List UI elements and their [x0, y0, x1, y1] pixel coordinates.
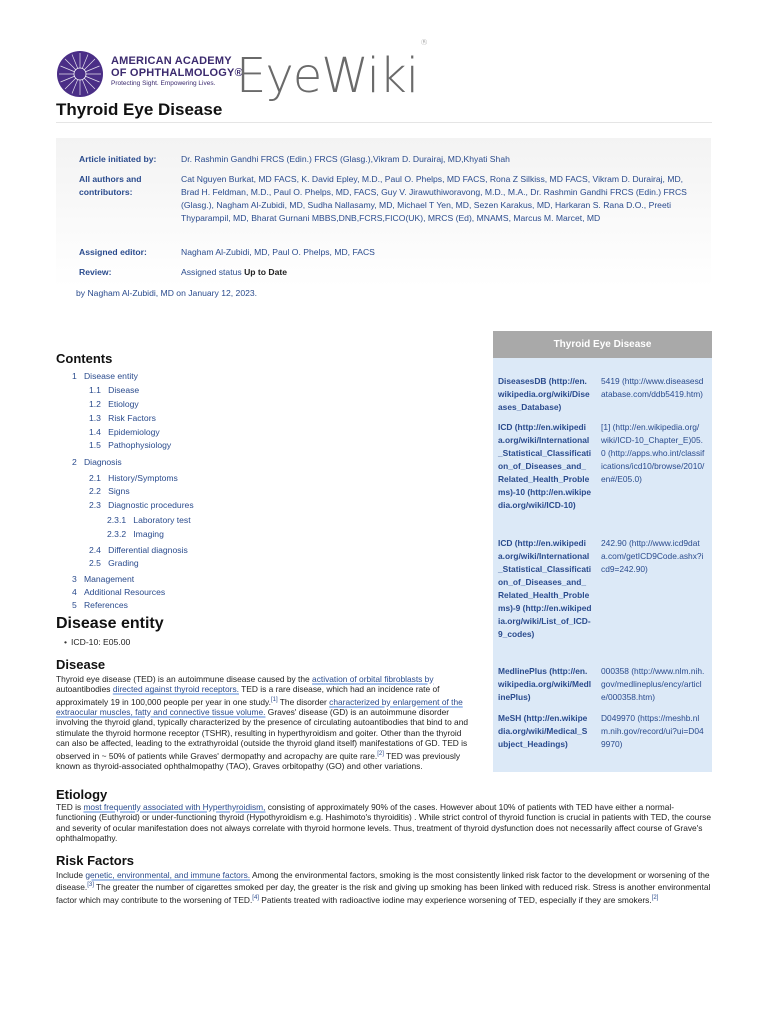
toc-label: Signs	[108, 486, 130, 496]
infobox-key[interactable]: DiseasesDB (http://en.wikipedia.org/wiki/Diseases_Database)	[498, 376, 590, 412]
toc-item[interactable]	[107, 529, 164, 539]
review-label: Review:	[79, 267, 112, 277]
toc-label: Management	[83, 574, 135, 584]
toc-num: 1.5	[89, 440, 101, 450]
highlight: most frequently associated with Hyperthyroidism,	[83, 802, 266, 812]
toc-label: Grading	[108, 558, 139, 568]
infobox-title: Thyroid Eye Disease	[493, 331, 712, 358]
toc-label: Imaging	[133, 529, 164, 539]
toc-label: Diagnostic procedures	[108, 500, 194, 510]
toc-item[interactable]	[72, 574, 134, 584]
authors-value[interactable]: Cat Nguyen Burkat, MD FACS, K. David Epley, M.D., Paul O. Phelps, MD FACS, Rona Z Silkiss, MD FACS, Vikram D. Durairaj, MD, Brad H. Feldman, M.D., Paul O. Phelps, MD, FACS, Guy V. Jirawuthiworavong, M.D., M.A., Dr. Rashmin Gandhi FRCS (Edin.) FRCS (Glasg.), Nagham Al-Zubidi, MD, Sudha Nallasamy, MD, Michael T Yen, MD, Sezen Karakus, MD, Harkaran S. Rana D.O., Preeti Thyparampil, MD, Bharat Gurnani MBBS,DNB,FCRS,FICO(UK), MRCS (Ed), MNAMS, Marcus M. Marcet, MD	[181, 174, 687, 223]
editor-label: Assigned editor:	[79, 247, 147, 257]
aao-seal-logo[interactable]	[56, 50, 104, 98]
toc-title: Contents	[56, 351, 113, 366]
disease-paragraph: Thyroid eye disease (TED) is an autoimmune disease caused by the activation of orbital fibroblasts by autoantibodies directed against thyroid receptors. TED is a rare disease, which had an incidence rate of approximately 19 in 100,000 people per year in one study.[1] The disorder characterized by enlargement of the extraocular muscles, fatty and connective tissue volume. Graves' disease (GD) is an autoimmune disorder involving the thyroid gland, typically characterized by the presence of circulating autoantibodies that bind to and stimulate the thyroid hormone receptor (TSHR), resulting in hyperthyroidism and goiter. Other than the thyroid can also be affected, leading to the extrathyroidal (outside the thyroid gland itself) manifestations of GD. TED is observed in ~ 50% of patients while Graves' dermopathy and acropachy are quite rare.[2] TED was previously known as thyroid-associated ophthalmopathy (TAO), Graves orbitopathy (GO) and other variations.	[56, 674, 469, 771]
org-line-1: AMERICAN ACADEMY	[111, 55, 232, 67]
reference-link[interactable]: [4]	[252, 894, 259, 901]
page-title: Thyroid Eye Disease	[56, 100, 223, 119]
toc-label: History/Symptoms	[108, 473, 178, 483]
toc-num: 1.4	[89, 427, 101, 437]
toc-label: References	[83, 600, 128, 610]
infobox-value[interactable]: D049970 (https://meshb.nlm.nih.gov/record/ui?ui=D049970)	[601, 713, 704, 749]
toc-num: 1	[72, 371, 77, 381]
toc-num: 2.2	[89, 486, 101, 496]
infobox-value[interactable]: [1] (http://en.wikipedia.org/wiki/ICD-10_Chapter_E)05.0 (http://apps.who.int/classifications/icd10/browse/2010/en#/E05.0)	[601, 422, 705, 484]
icd10-bullet: • ICD-10: E05.00	[64, 637, 130, 647]
reference-link[interactable]: [2]	[651, 894, 659, 901]
toc-num: 2.3.2	[107, 529, 127, 539]
highlight: directed against thyroid receptors.	[112, 684, 239, 695]
toc-item[interactable]	[72, 587, 165, 597]
toc-item[interactable]	[89, 427, 160, 437]
etiology-heading: Etiology	[56, 787, 108, 802]
highlight: characterized by enlargement of the extraocular muscles, fatty and connective tissue volume.	[56, 696, 463, 718]
toc-num: 2.3.1	[107, 515, 127, 525]
toc-item[interactable]	[72, 457, 122, 467]
infobox-key[interactable]: MedlinePlus (http://en.wikipedia.org/wiki/MedlinePlus)	[498, 666, 592, 702]
toc-label: Disease entity	[83, 371, 138, 381]
infobox-key[interactable]: ICD (http://en.wikipedia.org/wiki/International_Statistical_Classification_of_Diseases_and_Related_Health_Problems)-10 (http://en.wikipedia.org/wiki/ICD-10)	[498, 422, 592, 510]
review-status[interactable]: Up to Date	[244, 267, 288, 277]
toc-item[interactable]	[89, 500, 194, 510]
infobox-value[interactable]: 5419 (http://www.diseasesdatabase.com/ddb5419.htm)	[601, 376, 704, 399]
toc-item[interactable]	[89, 399, 139, 409]
toc-item[interactable]	[72, 371, 138, 381]
infobox-key[interactable]: MeSH (http://en.wikipedia.org/wiki/Medical_Subject_Headings)	[498, 713, 588, 749]
infobox-value[interactable]: 242.90 (http://www.icd9data.com/getICD9Code.ashx?icd9=242.90)	[601, 538, 704, 574]
disease-infobox	[493, 331, 712, 772]
toc-item[interactable]	[89, 440, 171, 450]
toc-label: Disease	[108, 385, 140, 395]
toc-num: 4	[72, 587, 77, 597]
toc-label: Risk Factors	[108, 413, 156, 423]
title-divider	[56, 122, 712, 123]
toc-label: Epidemiology	[108, 427, 160, 437]
toc-item[interactable]	[107, 515, 191, 525]
highlight: genetic, environmental, and immune factors.	[85, 870, 251, 880]
reference-link[interactable]: [3]	[87, 882, 94, 889]
toc-num: 2.5	[89, 558, 101, 568]
authors-label: All authors and contributors:	[79, 174, 142, 197]
toc-label: Laboratory test	[133, 515, 191, 525]
review-value	[181, 266, 691, 279]
toc-item[interactable]	[89, 486, 130, 496]
infobox-value[interactable]: 000358 (http://www.nlm.nih.gov/medlineplus/ency/article/000358.htm)	[601, 666, 705, 702]
toc-label: Diagnosis	[83, 457, 122, 467]
toc-label: Etiology	[108, 399, 139, 409]
toc-label: Additional Resources	[83, 587, 166, 597]
reference-link[interactable]: [1]	[270, 696, 278, 703]
risk-factors-heading: Risk Factors	[56, 853, 135, 868]
revision-byline[interactable]: by Nagham Al-Zubidi, MD on January 12, 2023.	[76, 288, 258, 298]
toc-item[interactable]	[89, 545, 188, 555]
highlight: activation of orbital fibroblasts by	[312, 674, 434, 684]
toc-num: 2	[72, 457, 77, 467]
toc-label: Pathophysiology	[108, 440, 172, 450]
toc-num: 2.4	[89, 545, 101, 555]
site-header	[56, 38, 712, 104]
disease-entity-heading: Disease entity	[56, 615, 164, 632]
toc-num: 1.1	[89, 385, 101, 395]
reference-link[interactable]: [2]	[377, 750, 384, 757]
toc-num: 1.2	[89, 399, 101, 409]
toc-num: 2.1	[89, 473, 101, 483]
toc-num: 2.3	[89, 500, 101, 510]
initiated-value[interactable]: Dr. Rashmin Gandhi FRCS (Edin.) FRCS (Glasg.),Vikram D. Durairaj, MD,Khyati Shah	[181, 154, 510, 164]
toc-item[interactable]	[89, 473, 178, 483]
eyewiki-logo[interactable]	[236, 38, 428, 104]
org-tagline: Protecting Sight. Empowering Lives.	[111, 80, 216, 87]
article-info-box	[56, 138, 711, 288]
registered-mark: ®	[420, 38, 428, 47]
aao-wordmark	[111, 56, 243, 88]
toc-num: 5	[72, 600, 77, 610]
toc-num: 3	[72, 574, 77, 584]
risk-factors-paragraph: Include genetic, environmental, and immune factors. Among the environmental factors, smoking is the most consistently linked risk factor to the development or worsening of the disease.[3] The greater the number of cigarettes smoked per day, the greater is the risk and giving up smoking has been linked with reduced risk. Stress is another environmental factor which may contribute to the worsening of TED.[4] Patients treated with radioactive iodine may experience worsening of TED, especially if they are smokers.[2]	[56, 870, 711, 905]
etiology-paragraph: TED is most frequently associated with Hyperthyroidism, consisting of approximately 90% of the cases. However about 10% of patients with TED have either a normal-functioning (Euthyroid) or under-functioning thyroid (Hypothyroidism e.g. Hashimoto's thyroiditis) . While strict control of thyroid function is crucial in patients with TED, the course and severity of ocular manifestation does not always correlate with thyroid hormone levels. Thus, treatment of thyroid dysfunction does not necessarily affect course of Grave's ophthalmopathy.	[56, 802, 711, 844]
toc-label: Differential diagnosis	[108, 545, 188, 555]
toc-num: 1.3	[89, 413, 101, 423]
initiated-label: Article initiated by:	[79, 154, 157, 164]
toc-item[interactable]	[72, 600, 128, 610]
toc-item[interactable]	[89, 385, 139, 395]
disease-heading: Disease	[56, 657, 106, 672]
editor-value[interactable]: Nagham Al-Zubidi, MD, Paul O. Phelps, MD, FACS	[181, 247, 375, 257]
site-name: EyeWiki	[236, 48, 419, 104]
review-prefix: Assigned status	[181, 267, 242, 277]
org-line-2: OF OPHTHALMOLOGY®	[111, 67, 243, 79]
toc-item[interactable]	[89, 413, 156, 423]
infobox-key[interactable]: ICD (http://en.wikipedia.org/wiki/International_Statistical_Classification_of_Diseases_and_Related_Health_Problems)-9 (http://en.wikipedia.org/wiki/List_of_ICD-9_codes)	[498, 538, 592, 639]
toc-item[interactable]	[89, 558, 139, 568]
